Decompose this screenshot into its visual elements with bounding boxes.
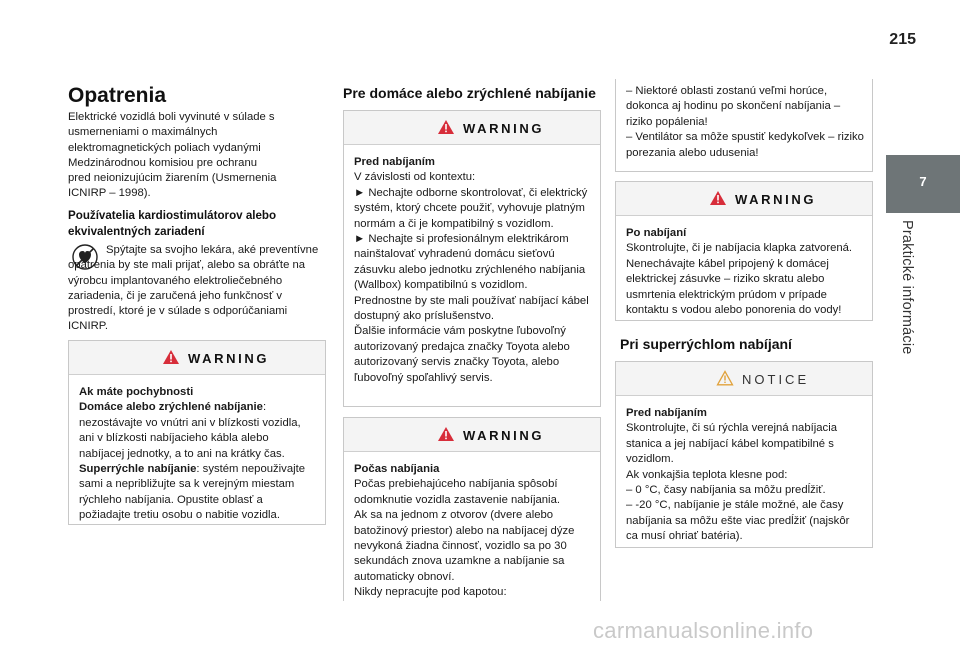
notice-heading: Pred nabíjaním: [626, 407, 707, 419]
warning-box-during-charging: [343, 417, 601, 601]
warning-header: [616, 182, 872, 216]
warning-header: [69, 341, 325, 375]
home-charging-bold: Domáce alebo zrýchlené nabíjanie: [79, 401, 263, 414]
notice-text: Skontrolujte, či sú rýchla verejná nabíjacia stanica a jej nabíjací kábel kompatibilné s vozidlom. Ak vonkajšia teplota klesne pod: – 0 °C, časy nabíjania sa môžu predĺžiť. – -20 °C, nabíjanie je stále možné, ale časy nabíjania sa môžu ešte viac predĺžiť (najskôr ca musí ohriať batéria).: [626, 422, 850, 543]
warning-heading: Ak máte pochybnosti: [79, 386, 194, 398]
warning-text: – Niektoré oblasti zostanú veľmi horúce, dokonca aj hodinu po skončení nabíjania – riziko popálenia! – Ventilátor sa môže spustiť kedykoľvek – riziko porezania alebo udusenia!: [626, 85, 864, 159]
home-charging-text: : nezostávajte vo vnútri ani v blízkosti vozidla, ani v blízkosti nabíjacieho kábla alebo nabíjacej jednotky, a to ani na krátky čas.: [79, 401, 301, 460]
warning-heading: Počas nabíjania: [354, 463, 440, 475]
warning-box-doubt: [68, 340, 326, 525]
warning-text: Skontrolujte, či je nabíjacia klapka zatvorená. Nenechávajte kábel pripojený k domácej elektrickej zásuvke – riziko skratu alebo usmrtenia elektrickým prúdom v prípade kontaktu s vodou alebo ponorenia do vody!: [626, 242, 853, 317]
warning-text: V závislosti od kontextu: ► Nechajte odborne skontrolovať, či elektrický systém, ktorý chcete použiť, vyhovuje platným normám a či je kompatibilný s vozidlom. ► Nechajte si profesionálnym elektrikárom nainštalovať vyhradenú domácu sieťovú zásuvku alebo jednotku zrýchleného nabíjania (Wallbox) kompatibilnú s vozidlom. Prednostne by ste mali používať nabíjací kábel dostupný ako príslušenstvo. Ďalšie informácie vám poskytne ľubovoľný autorizovaný predajca značky Toyota alebo autorizovaný servis značky Toyota, alebo ľubovoľný spoľahlivý servis.: [354, 171, 589, 384]
superfast-charging-title: Pri superrýchlom nabíjaní: [620, 336, 792, 352]
warning-triangle-icon: [162, 349, 180, 365]
warning-triangle-icon: [709, 190, 727, 206]
warning-body: [79, 385, 317, 524]
warning-header: [344, 418, 600, 452]
warning-body: [354, 155, 592, 386]
warning-label: WARNING: [463, 121, 545, 136]
warning-body: [354, 462, 592, 601]
warning-triangle-icon: [437, 426, 455, 442]
warning-box-continued: [615, 79, 873, 172]
notice-header: [616, 362, 872, 396]
warning-triangle-icon: [437, 119, 455, 135]
pacemaker-text: Spýtajte sa svojho lekára, aké preventívne opatrenia by ste mali prijať, alebo sa obráťte na výrobcu implantovaného elektroliečebného zariadenia, či je zaručená jeho funkčnosť v prostredí, ktoré je v súlade s odporúčaniami ICNIRP.: [68, 244, 319, 333]
warning-box-after-charging: [615, 181, 873, 321]
warning-body: [626, 226, 864, 318]
chapter-title-vertical: [897, 220, 917, 380]
section-title: Opatrenia: [68, 84, 167, 107]
page-number: 215: [889, 31, 916, 48]
warning-label: WARNING: [735, 192, 817, 207]
warning-heading: Po nabíjaní: [626, 227, 687, 239]
notice-triangle-icon: [716, 370, 734, 386]
warning-label: WARNING: [463, 428, 545, 443]
warning-heading: Pred nabíjaním: [354, 156, 435, 168]
notice-label: NOTICE: [742, 372, 810, 387]
superfast-charging-text: : systém nepouživajte sami a nepribližujte sa k verejným miestam rýchleho nabíjania. Opustite oblasť a požiadajte tretiu osobu o nabitie vozidla.: [79, 463, 306, 522]
notice-body: [626, 406, 864, 545]
home-charging-title: Pre domáce alebo zrýchlené nabíjanie: [343, 85, 596, 101]
warning-box-before-charging: [343, 110, 601, 407]
chapter-title: Praktické informácie: [899, 220, 915, 355]
pacemaker-subhead: Používatelia kardiostimulátorov alebo ekvivalentných zariadení: [68, 209, 277, 238]
warning-header: [344, 111, 600, 145]
superfast-charging-bold: Superrýchle nabíjanie: [79, 463, 197, 476]
intro-paragraph: Elektrické vozidlá boli vyvinuté v súlade s usmerneniami o maximálnych elektromagnetických poliach vydanými Medzinárodnou komisiou pre ochranu pred neionizujúcim žiarením (Usmernenia ICNIRP – 1998).: [68, 111, 277, 200]
warning-text: Počas prebiehajúceho nabíjania spôsobí odomknutie vozidla zastavenie nabíjania. Ak sa na jednom z otvorov (dvere alebo batožinový priestor) alebo na nabíjacej dýze nevykoná žiadna činnosť, vozidlo sa po 30 sekundách znova uzamkne a nabíjanie sa automaticky obnoví. Nikdy nepracujte pod kapotou:: [354, 478, 575, 599]
chapter-number: 7: [919, 174, 927, 189]
warning-label: WARNING: [188, 351, 270, 366]
chapter-tab[interactable]: [886, 155, 960, 213]
notice-box-before-charging: [615, 361, 873, 548]
watermark: carmanualsonline.info: [593, 618, 814, 643]
warning-continued-text: [626, 84, 864, 161]
